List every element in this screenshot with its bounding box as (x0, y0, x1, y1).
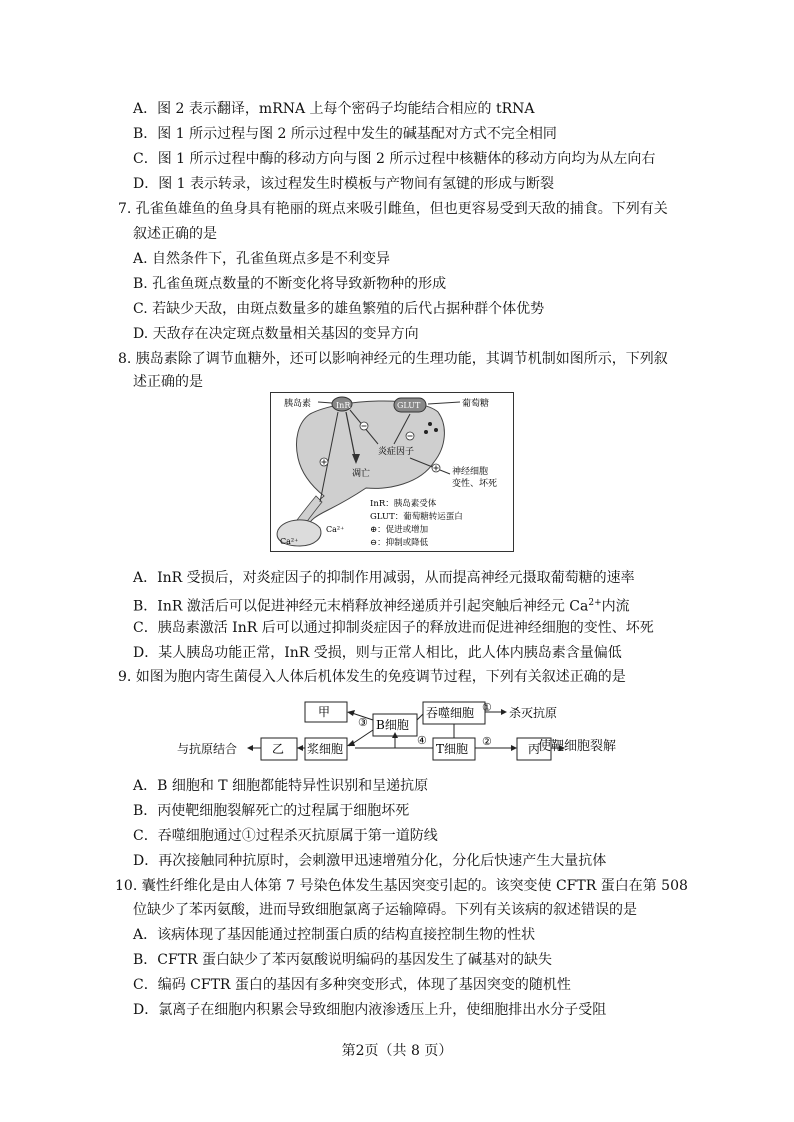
glut-label: GLUT (397, 401, 421, 410)
q10-option-c: C．编码 CFTR 蛋白的基因有多种突变形式，体现了基因突变的随机性 (133, 977, 571, 993)
neuron-label-2: 变性、坏死 (452, 479, 498, 489)
q9-option-c: C．吞噬细胞通过①过程杀灭抗原属于第一道防线 (133, 828, 438, 844)
q8-option-a: A．InR 受损后，对炎症因子的抑制作用减弱，从而提高神经元摄取葡萄糖的速率 (133, 570, 635, 586)
q10-option-b: B．CFTR 蛋白缺少了苯丙氨酸说明编码的基因发生了碱基对的缺失 (133, 952, 553, 968)
bind-label: 与抗原结合 (177, 742, 238, 756)
q10-stem-line-2: 位缺少了苯丙氨酸，进而导致细胞氯离子运输障碍。下列有关该病的叙述错误的是 (133, 902, 637, 918)
q8-option-c: C．胰岛素激活 InR 后可以通过抑制炎症因子的释放进而促进神经细胞的变性、坏死 (133, 620, 654, 636)
inr-label: InR (336, 401, 351, 410)
inflammatory-label: 炎症因子 (378, 447, 415, 457)
legend-plus: ⊕：促进或增加 (370, 525, 429, 535)
q8-option-b-superscript: 2+ (588, 598, 602, 608)
kill-label: 杀灭抗原 (509, 706, 558, 720)
lysis-label: 使靶细胞裂解 (538, 739, 617, 754)
q8-stem-line-2: 述正确的是 (133, 374, 203, 390)
q6-option-d: D．图 1 表示转录，该过程发生时模板与产物间有氢键的形成与断裂 (133, 176, 555, 192)
step-2-label: ② (482, 735, 492, 748)
q7-option-d: D. 天敌存在决定斑点数量相关基因的变异方向 (133, 326, 419, 342)
q7-option-c: C. 若缺少天敌，由斑点数量多的雄鱼繁殖的后代占据种群个体优势 (133, 301, 545, 317)
step-4-label: ④ (417, 734, 427, 747)
neuron-label-1: 神经细胞 (452, 467, 489, 477)
phagocyte-label: 吞噬细胞 (426, 706, 475, 720)
page-footer: 第2页（共 8 页） (341, 1043, 453, 1059)
q8-option-b-text: B．InR 激活后可以促进神经元末梢释放神经递质并引起突触后神经元 Ca (133, 598, 589, 615)
phagocyte-to-b-line (417, 714, 423, 720)
legend-inr: InR：胰岛素受体 (370, 499, 437, 509)
q9-stem: 9. 如图为胞内寄生菌侵入人体后机体发生的免疫调节过程，下列有关叙述正确的是 (118, 669, 626, 685)
plasma-cell-label: 浆细胞 (307, 742, 344, 756)
q9-option-b: B．丙使靶细胞裂解死亡的过程属于细胞坏死 (133, 803, 410, 819)
bing-label: 丙 (528, 742, 541, 756)
glucose-dot (428, 422, 432, 426)
q6-option-a: A．图 2 表示翻译，mRNA 上每个密码子均能结合相应的 tRNA (133, 101, 535, 117)
q7-stem-line-2: 叙述正确的是 (133, 226, 217, 242)
b-cell-label: B细胞 (376, 718, 409, 732)
glucose-dot (424, 430, 428, 434)
apoptosis-label: 凋亡 (352, 469, 371, 479)
yi-label: 乙 (272, 742, 285, 756)
insulin-label: 胰岛素 (284, 399, 312, 409)
q9-option-a: A．B 细胞和 T 细胞都能特异性识别和呈递抗原 (133, 778, 429, 794)
q8-stem-line-1: 8. 胰岛素除了调节血糖外，还可以影响神经元的生理功能，其调节机制如图所示，下列叙 (118, 351, 668, 367)
q6-option-c: C．图 1 所示过程中酶的移动方向与图 2 所示过程中核糖体的移动方向均为从左向右 (133, 151, 656, 167)
t-cell-label: T细胞 (436, 742, 469, 756)
q8-option-b-tail: 内流 (601, 598, 630, 615)
q7-option-b: B. 孔雀鱼斑点数量的不断变化将导致新物种的形成 (133, 276, 447, 292)
q10-option-d: D．氯离子在细胞内积累会导致细胞内液渗透压上升，使细胞排出水分子受阻 (133, 1002, 607, 1018)
legend-minus: ⊖：抑制或降低 (370, 538, 429, 548)
q7-stem-line-1: 7. 孔雀鱼雄鱼的鱼身具有艳丽的斑点来吸引雌鱼，但也更容易受到天敌的捕食。下列有关 (118, 201, 668, 217)
q8-option-d: D．某人胰岛功能正常，InR 受损，则与正常人相比，此人体内胰岛素含量偏低 (133, 645, 622, 661)
calcium-label-2: Ca²⁺ (280, 537, 299, 546)
q9-option-d: D．再次接触同种抗原时，会刺激甲迅速增殖分化，分化后快速产生大量抗体 (133, 853, 607, 869)
legend-glut: GLUT：葡萄糖转运蛋白 (370, 512, 463, 522)
step-3-label: ③ (358, 716, 368, 729)
q6-option-b: B．图 1 所示过程与图 2 所示过程中发生的碱基配对方式不完全相同 (133, 126, 557, 142)
calcium-label: Ca²⁺ (326, 525, 345, 534)
q7-option-a: A. 自然条件下，孔雀鱼斑点多是不利变异 (133, 251, 391, 267)
glucose-dot (434, 428, 438, 432)
jia-label: 甲 (318, 705, 331, 719)
q8-option-b (133, 593, 630, 617)
q10-stem-line-1: 10. 囊性纤维化是由人体第 7 号染色体发生基因突变引起的。该突变使 CFTR 蛋白在第 508 (115, 878, 688, 894)
insulin-neuron-diagram (270, 392, 514, 552)
glucose-label: 葡萄糖 (462, 399, 490, 409)
q10-option-a: A．该病体现了基因能通过控制蛋白质的结构直接控制生物的性状 (133, 927, 536, 943)
step-1-label: ① (482, 701, 492, 714)
